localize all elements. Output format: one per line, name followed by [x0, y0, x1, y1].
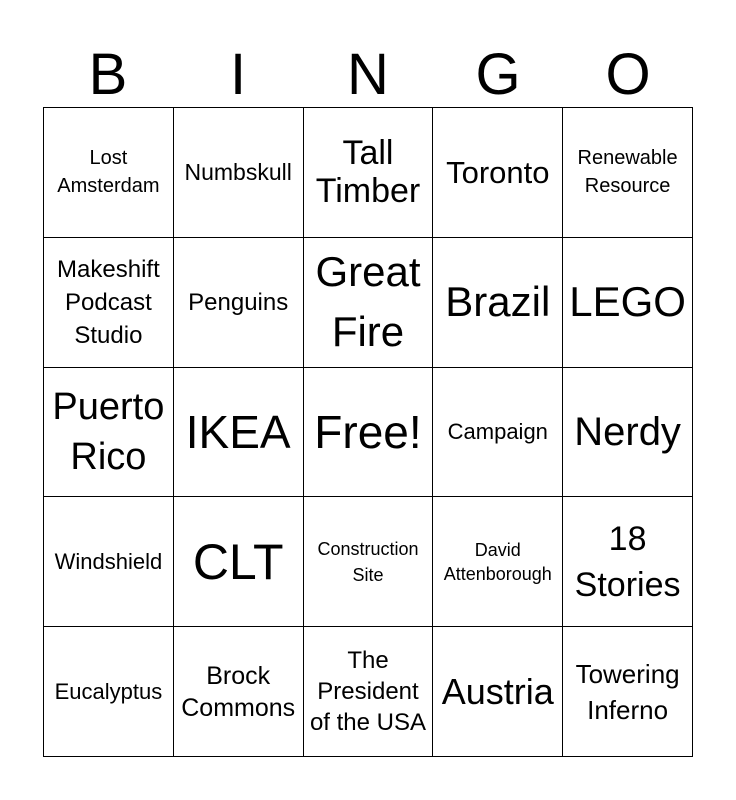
- cell-text: Toronto: [446, 154, 550, 190]
- cell-text: Nerdy: [574, 409, 681, 454]
- header-letter-n: N: [347, 42, 389, 107]
- bingo-cell[interactable]: [433, 497, 563, 627]
- bingo-cell[interactable]: [433, 627, 563, 757]
- header-letter-o: O: [605, 42, 651, 107]
- bingo-cell[interactable]: [433, 368, 563, 498]
- bingo-header: [43, 44, 693, 106]
- cell-text: Towering Inferno: [575, 658, 680, 725]
- bingo-cell[interactable]: [304, 497, 434, 627]
- cell-text: Austria: [441, 670, 554, 712]
- bingo-cell[interactable]: [44, 238, 174, 368]
- bingo-cell[interactable]: [174, 497, 304, 627]
- bingo-cell[interactable]: [304, 108, 434, 238]
- bingo-cell[interactable]: [174, 108, 304, 238]
- bingo-cell[interactable]: [563, 108, 693, 238]
- bingo-cell[interactable]: [304, 627, 434, 757]
- bingo-cell[interactable]: [174, 238, 304, 368]
- cell-text: Makeshift Podcast Studio: [57, 255, 160, 349]
- cell-text: Brock Commons: [181, 661, 296, 722]
- cell-text: Puerto Rico: [52, 385, 165, 478]
- bingo-cell[interactable]: [44, 497, 174, 627]
- bingo-cell[interactable]: [304, 368, 434, 498]
- cell-text: 18 Stories: [574, 519, 681, 604]
- bingo-cell[interactable]: [44, 627, 174, 757]
- cell-text: Renewable Resource: [577, 147, 678, 198]
- cell-text: Eucalyptus: [54, 678, 163, 704]
- bingo-cell[interactable]: [563, 627, 693, 757]
- bingo-cell[interactable]: [563, 238, 693, 368]
- bingo-cell[interactable]: [433, 238, 563, 368]
- cell-text: Campaign: [447, 418, 548, 444]
- cell-text: Lost Amsterdam: [57, 147, 160, 198]
- cell-text: The President of the USA: [309, 647, 427, 737]
- header-letter-g: G: [475, 42, 521, 107]
- cell-text: Great Fire: [315, 248, 421, 356]
- bingo-cell[interactable]: [174, 368, 304, 498]
- cell-text: Penguins: [188, 288, 289, 316]
- cell-text: Construction Site: [317, 538, 419, 585]
- cell-text: Tall Timber: [315, 134, 421, 211]
- bingo-cell[interactable]: [44, 108, 174, 238]
- cell-text: IKEA: [185, 405, 291, 458]
- bingo-cell[interactable]: [174, 627, 304, 757]
- cell-text: Windshield: [54, 548, 163, 574]
- bingo-cell[interactable]: [563, 497, 693, 627]
- header-letter-b: B: [88, 42, 128, 107]
- cell-text: LEGO: [569, 278, 686, 326]
- bingo-cell[interactable]: [563, 368, 693, 498]
- cell-text: Numbskull: [184, 158, 292, 185]
- bingo-board: [43, 107, 693, 757]
- bingo-cell[interactable]: [304, 238, 434, 368]
- cell-text: David Attenborough: [443, 539, 552, 584]
- cell-text: Brazil: [445, 278, 551, 326]
- header-letter-i: I: [229, 42, 247, 107]
- bingo-cell[interactable]: [44, 368, 174, 498]
- bingo-cell[interactable]: [433, 108, 563, 238]
- cell-text: Free!: [314, 405, 422, 458]
- cell-text: CLT: [192, 533, 284, 590]
